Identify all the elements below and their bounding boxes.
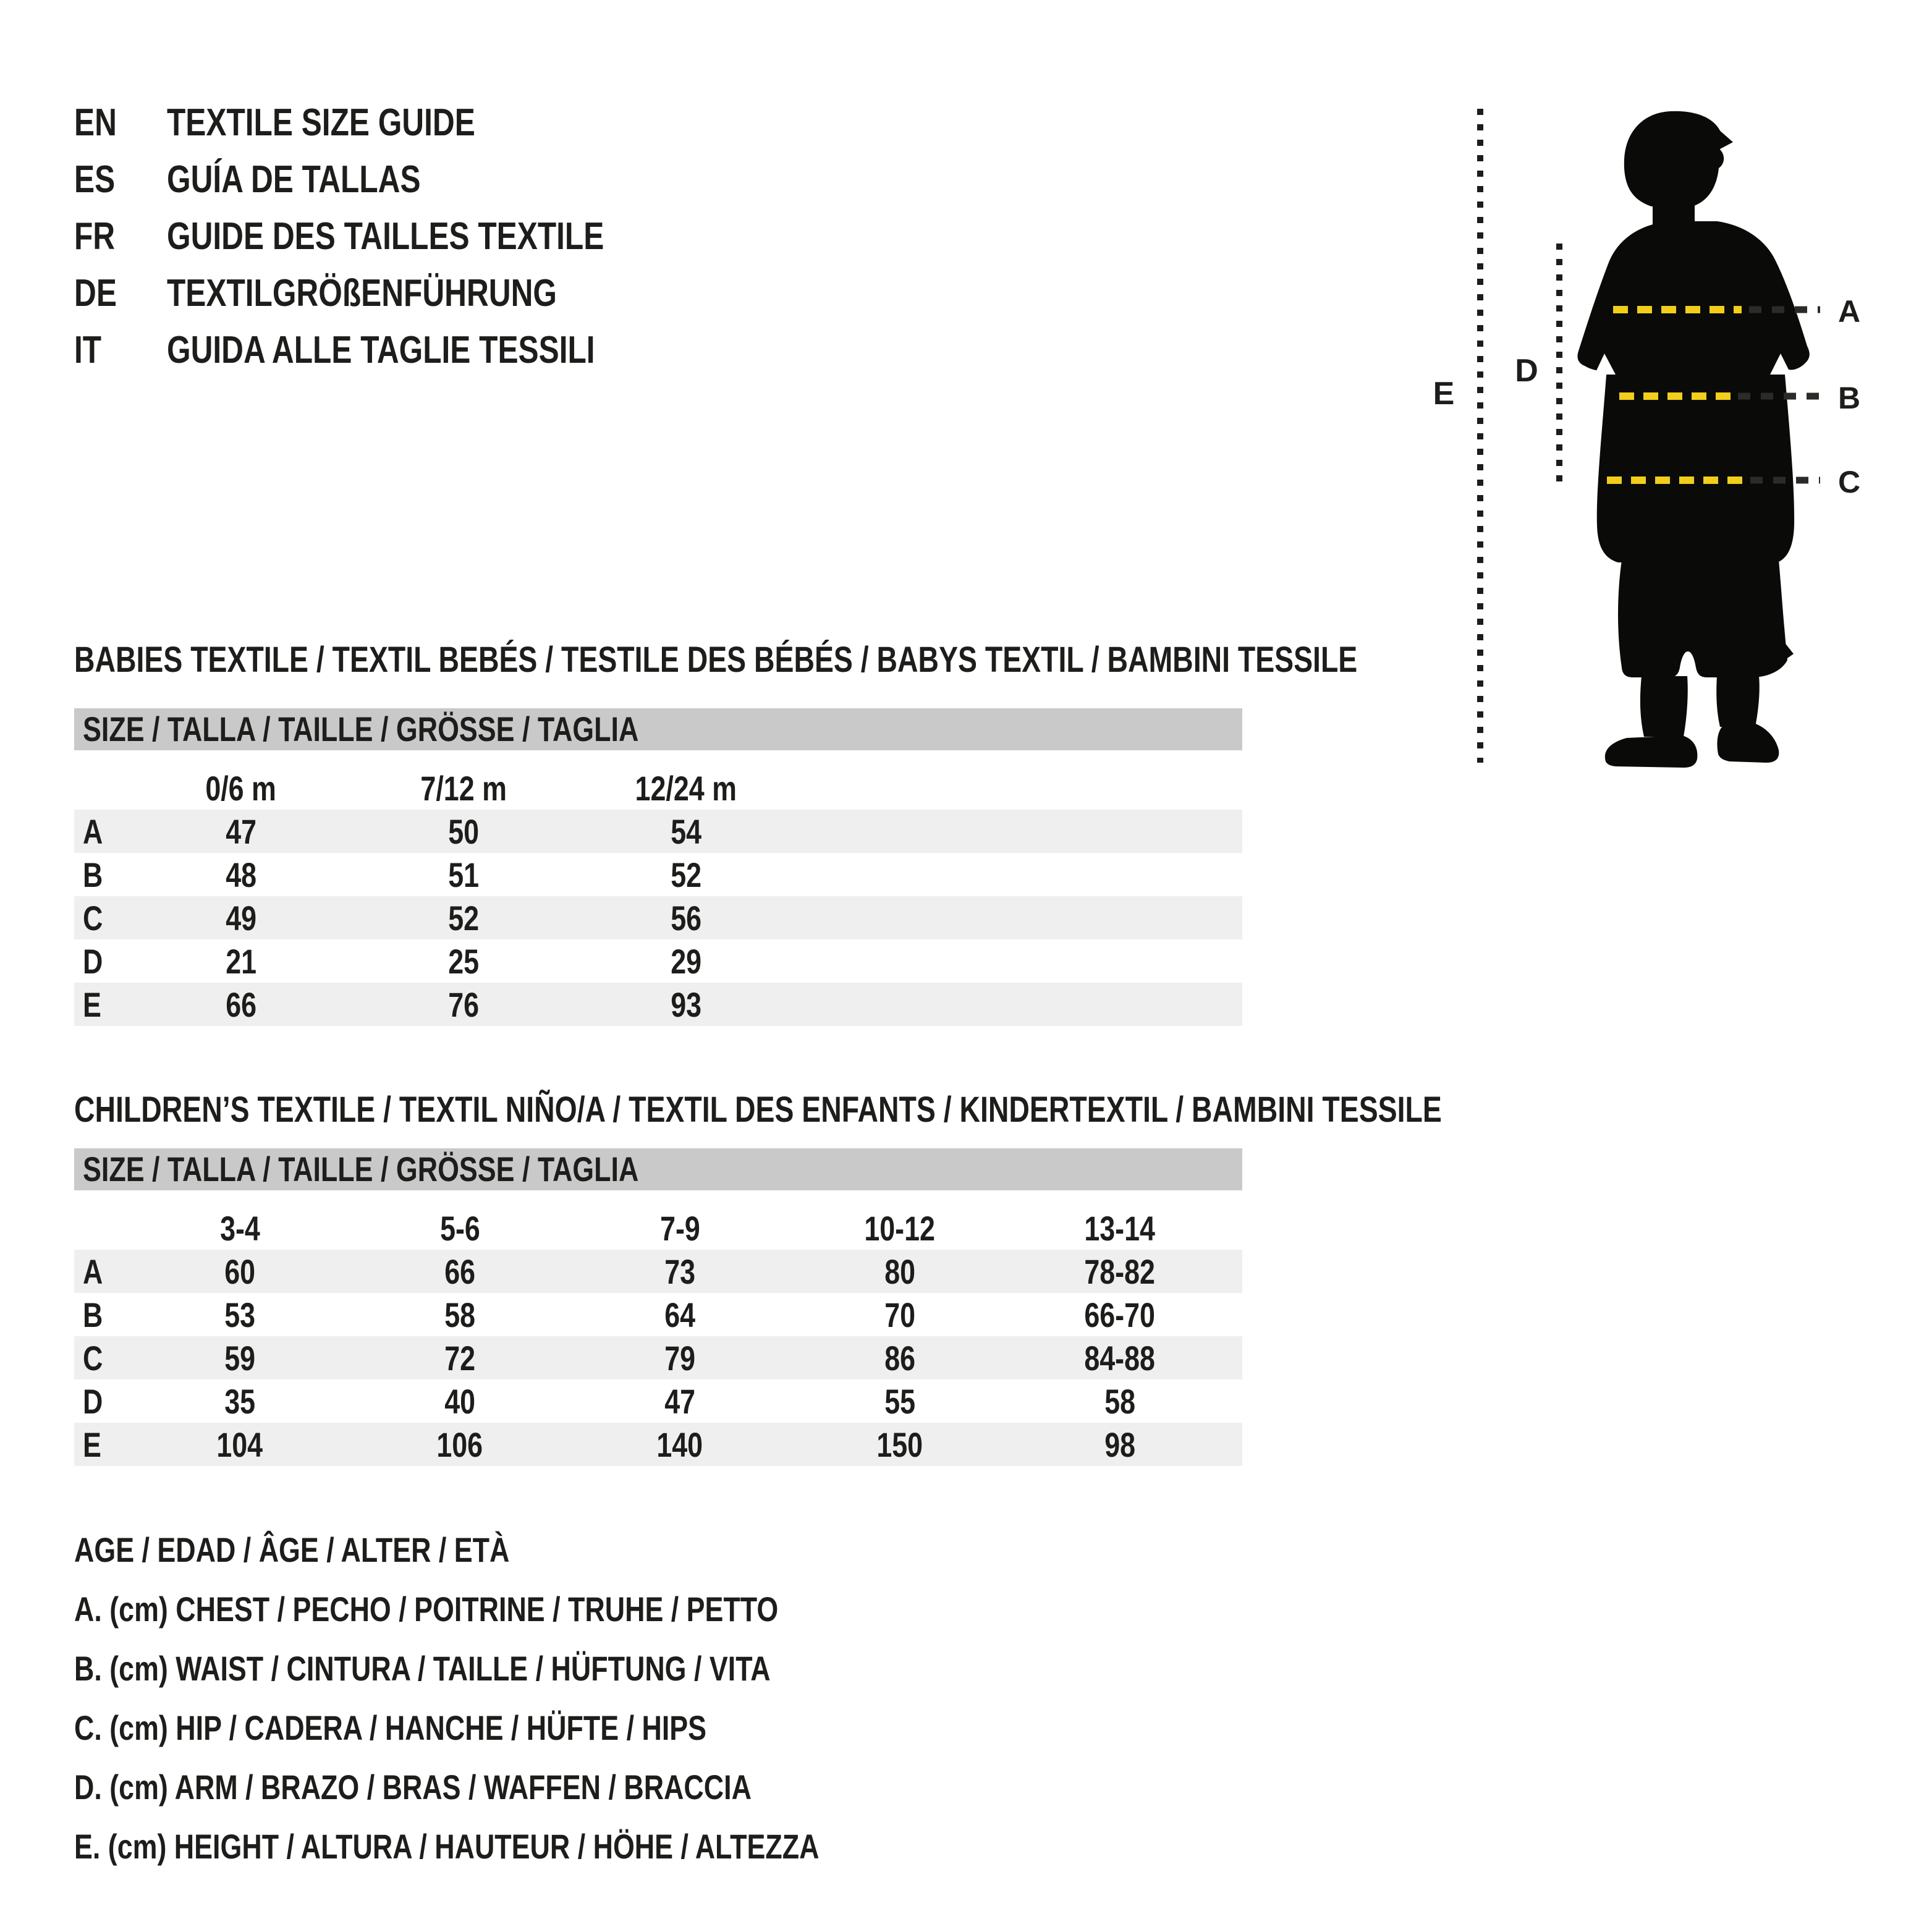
legend-text: C. (cm) HIP / CADERA / HANCHE / HÜFTE / HIPS [74,1708,707,1747]
legend-text: A. (cm) CHEST / PECHO / POITRINE / TRUHE / PETTO [74,1590,779,1629]
babies-size-header-bar [74,708,1242,750]
children-size-table [74,1206,1242,1466]
cell-text: 52 [671,855,701,894]
filler-cell [1230,1250,1242,1293]
column-header-text: 7/12 m [420,768,507,808]
column-header [130,766,352,810]
filler-cell [797,853,1242,896]
legend-row-height [74,1817,1006,1876]
babies-section-title-text: BABIES TEXTILE / TEXTIL BEBÉS / TESTILE DES BÉBÉS / BABYS TEXTIL / BAMBINI TESSILE [74,640,1358,680]
cell-text: 51 [448,855,479,894]
row-label-text: E [83,1425,101,1464]
filler-cell [797,896,1242,939]
table-cell [130,1293,350,1336]
column-header [352,766,575,810]
table-cell [570,1293,790,1336]
table-cell [570,1336,790,1379]
language-code: EN [74,101,117,144]
table-cell [790,1293,1010,1336]
column-header [575,766,797,810]
cell-text: 55 [884,1381,915,1421]
language-code: FR [74,214,116,258]
filler-cell [1230,1206,1242,1250]
row-label-text: D [83,1381,103,1421]
row-label-text: A [83,811,103,851]
legend-text: AGE / EDAD / ÂGE / ALTER / ETÀ [74,1530,510,1569]
row-label-text: C [83,1338,103,1378]
table-cell [575,896,797,939]
column-header-row [74,1206,1242,1250]
filler-cell [1230,1293,1242,1336]
cell-text: 21 [226,941,256,981]
table-cell [352,983,575,1026]
language-label: GUIDE DES TAILLES TEXTILE [167,214,604,258]
legend-row-age [74,1520,1006,1580]
row-label [74,853,130,896]
row-label-text: B [83,855,103,894]
legend-text: D. (cm) ARM / BRAZO / BRAS / WAFFEN / BRACCIA [74,1768,752,1807]
cell-text: 53 [224,1295,255,1334]
table-cell [350,1293,570,1336]
language-label: GUIDA ALLE TAGLIE TESSILI [167,328,595,371]
cell-text: 76 [448,985,479,1024]
table-cell [1010,1250,1230,1293]
table-row [74,1336,1242,1379]
cell-text: 73 [664,1252,695,1291]
language-list [74,94,713,378]
table-row [74,1250,1242,1293]
cell-text: 35 [224,1381,255,1421]
column-header-text: 0/6 m [205,768,277,808]
cell-text: 52 [448,898,479,938]
cell-text: 140 [656,1425,703,1464]
table-cell [352,853,575,896]
cell-text: 150 [876,1425,923,1464]
children-section-title [74,1090,1784,1130]
table-cell [130,1250,350,1293]
table-cell [130,896,352,939]
measurement-legend [74,1520,1006,1876]
table-cell [1010,1293,1230,1336]
row-label [74,983,130,1026]
row-label [74,1379,130,1423]
cell-text: 106 [436,1425,483,1464]
filler-cell [797,983,1242,1026]
table-cell [352,896,575,939]
table-cell [350,1336,570,1379]
cell-text: 25 [448,941,479,981]
cell-text: 49 [226,898,256,938]
table-row [74,939,1242,983]
legend-row-hip [74,1698,1006,1758]
column-header [350,1206,570,1250]
filler-cell [1230,1336,1242,1379]
table-row [74,1379,1242,1423]
row-label [74,1336,130,1379]
table-row [74,896,1242,939]
language-code: ES [74,158,116,201]
table-cell [130,1336,350,1379]
language-row-en [74,94,713,151]
table-cell [570,1250,790,1293]
table-cell [575,939,797,983]
row-label [74,810,130,853]
corner-cell [74,766,130,810]
column-header-text: 13-14 [1084,1208,1156,1248]
cell-text: 58 [444,1295,475,1334]
table-cell [130,1423,350,1466]
filler-cell [1230,1379,1242,1423]
filler-cell [797,810,1242,853]
children-size-header-bar [74,1148,1242,1190]
label-a: A [1837,294,1861,329]
row-label [74,1293,130,1336]
cell-text: 104 [216,1425,263,1464]
language-code: IT [74,328,102,371]
cell-text: 58 [1104,1381,1135,1421]
cell-text: 80 [884,1252,915,1291]
column-header [570,1206,790,1250]
cell-text: 93 [671,985,701,1024]
table-row [74,1423,1242,1466]
column-header-text: 3-4 [219,1208,260,1248]
row-label [74,939,130,983]
table-cell [130,939,352,983]
column-header-text: 10-12 [864,1208,936,1248]
cell-text: 66 [226,985,256,1024]
cell-text: 56 [671,898,701,938]
cell-text: 66 [444,1252,475,1291]
table-row [74,1293,1242,1336]
language-label: GUÍA DE TALLAS [167,158,421,201]
children-section-title-text: CHILDREN’S TEXTILE / TEXTIL NIÑO/A / TEXTIL DES ENFANTS / KINDERTEXTIL / BAMBINI TESSILE [74,1090,1442,1130]
table-cell [130,853,352,896]
column-header [790,1206,1010,1250]
table-cell [575,853,797,896]
row-label-text: A [83,1252,103,1291]
row-label [74,1250,130,1293]
table-cell [1010,1336,1230,1379]
legend-row-waist [74,1639,1006,1698]
corner-cell [74,1206,130,1250]
children-size-header-text: SIZE / TALLA / TAILLE / GRÖSSE / TAGLIA [83,1150,639,1188]
table-cell [575,810,797,853]
table-cell [575,983,797,1026]
column-header-text: 5-6 [439,1208,480,1248]
language-row-fr [74,208,713,265]
legend-row-arm [74,1758,1006,1817]
cell-text: 47 [226,811,256,851]
cell-text: 64 [664,1295,695,1334]
cell-text: 84-88 [1084,1338,1156,1378]
label-b: B [1837,381,1861,415]
language-code: DE [74,271,117,315]
cell-text: 79 [664,1338,695,1378]
column-header [1010,1206,1230,1250]
cell-text: 48 [226,855,256,894]
label-c: C [1837,465,1861,499]
table-cell [790,1250,1010,1293]
column-header-row [74,766,1242,810]
table-cell [350,1423,570,1466]
column-header [130,1206,350,1250]
language-label: TEXTILGRÖßENFÜHRUNG [167,271,557,315]
legend-row-chest [74,1580,1006,1639]
label-d: D [1515,353,1538,389]
table-cell [1010,1423,1230,1466]
babies-size-header-text: SIZE / TALLA / TAILLE / GRÖSSE / TAGLIA [83,710,639,748]
legend-text: E. (cm) HEIGHT / ALTURA / HAUTEUR / HÖHE / ALTEZZA [74,1827,820,1866]
babies-size-table [74,766,1242,1026]
measurement-figure [1409,93,1932,785]
table-cell [570,1423,790,1466]
filler-cell [1230,1423,1242,1466]
table-row [74,853,1242,896]
filler-cell [797,766,1242,810]
row-label-text: B [83,1295,103,1334]
table-cell [350,1379,570,1423]
cell-text: 60 [224,1252,255,1291]
row-label [74,1423,130,1466]
cell-text: 86 [884,1338,915,1378]
cell-text: 72 [444,1338,475,1378]
table-cell [790,1379,1010,1423]
cell-text: 70 [884,1295,915,1334]
filler-cell [797,939,1242,983]
table-cell [570,1379,790,1423]
table-cell [1010,1379,1230,1423]
table-cell [130,983,352,1026]
table-cell [790,1336,1010,1379]
row-label-text: C [83,898,103,938]
table-cell [350,1250,570,1293]
table-row [74,983,1242,1026]
column-header-text: 12/24 m [635,768,737,808]
cell-text: 29 [671,941,701,981]
cell-text: 50 [448,811,479,851]
cell-text: 47 [664,1381,695,1421]
language-row-it [74,321,713,378]
language-label: TEXTILE SIZE GUIDE [167,101,475,144]
table-cell [790,1423,1010,1466]
language-row-es [74,151,713,208]
table-cell [352,939,575,983]
figure-diagram [1409,93,1932,785]
label-e: E [1433,376,1455,412]
row-label-text: E [83,985,101,1024]
cell-text: 66-70 [1084,1295,1156,1334]
language-row-de [74,265,713,321]
row-label [74,896,130,939]
row-label-text: D [83,941,103,981]
table-cell [130,810,352,853]
cell-text: 40 [444,1381,475,1421]
table-row [74,810,1242,853]
column-header-text: 7-9 [659,1208,700,1248]
cell-text: 98 [1104,1425,1135,1464]
table-cell [130,1379,350,1423]
cell-text: 59 [224,1338,255,1378]
cell-text: 54 [671,811,701,851]
babies-section-title [74,640,1678,680]
cell-text: 78-82 [1084,1252,1156,1291]
table-cell [352,810,575,853]
legend-text: B. (cm) WAIST / CINTURA / TAILLE / HÜFTUNG / VITA [74,1649,771,1688]
